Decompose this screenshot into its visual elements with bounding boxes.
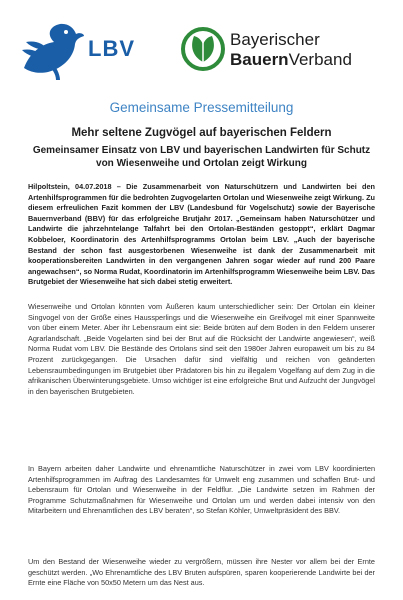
- bbv-leaf-circle-icon: [180, 26, 226, 72]
- bbv-wordmark-line2: [230, 50, 352, 70]
- body-paragraph: Wiesenweihe und Ortolan könnten vom Äußeren kaum unterschiedlicher sein: Der Ortolan ein kleiner Singvogel von der Größe eines Haussperlings und die Wiesenweihe ein Greifvogel mit einer Spannweite von über einem Meter. Aber ihr Lebensraum eint sie: Beide brüten auf dem Boden in den Feldern unserer Agrarlandschaft. „Beide Vogelarten sind bei der Brut auf die Rücksicht der Landwirte angewiesen“, weiß Norma Rudat vom LBV. Die Bestände des Ortolans sind seit den 1980er Jahren europaweit um bis zu 84 Prozent zurückgegangen. Die Ursachen dafür sind vielfältig und reichen von geänderten Lebensraumbedingungen im Brutgebiet über Prädatoren bis hin zu illegalem Vogelfang auf dem Zug in die afrikanischen Überwinterungsgebiete. Umso wichtiger ist eine erfolgreiche Brut und Aufzucht der Jungvögel in den bayerischen Brutgebieten.: [28, 302, 375, 396]
- bbv-logo: [180, 26, 390, 82]
- press-release-label: Gemeinsame Pressemitteilung: [109, 100, 294, 115]
- logo-header: [0, 22, 403, 92]
- subheadline: Gemeinsamer Einsatz von LBV und bayerischen Landwirten für Schutz von Wiesenweihe und Ortolan zeigt Wirkung: [32, 145, 371, 169]
- body-paragraph: In Bayern arbeiten daher Landwirte und ehrenamtliche Naturschützer in zwei vom LBV koordinierten Artenhilfsprogrammen im Auftrag des Landesamtes für Umwelt eng zusammen und schaffen Brut- und Lebensraum für Ortolan und Wiesenweihe in der Feldflur. „Die Landwirte setzen im Rahmen der Programme Schutzmaßnahmen für Wiesenweihe und Ortolan um und werden dabei intensiv von den Mitarbeitern und Ehrenamtlichen des LBV beraten“, so Stefan Köhler, Umweltpräsident des BBV.: [28, 464, 375, 516]
- body-paragraph: Um den Bestand der Wiesenweihe wieder zu vergrößern, müssen ihre Nester vor allem bei der Ernte geschützt werden. „Wo Ehrenamtliche des LBV Bruten aufspüren, sparen kooperierende Landwirte bei der Ernte eine Fläche von 50x50 Metern um das Nest aus.: [28, 557, 375, 588]
- lbv-wordmark: LBV: [88, 36, 135, 61]
- headline: Mehr seltene Zugvögel auf bayerischen Feldern: [71, 127, 332, 139]
- lead-paragraph: Hilpoltstein, 04.07.2018 – Die Zusammenarbeit von Naturschützern und Landwirten bei den Artenhilfsprogrammen für die bedrohten Zugvogelarten Ortolan und Wiesenweihe zeigt Wirkung. Zu diesem erfreulichen Fazit kommen der LBV (Landesbund für Vogelschutz) sowie der Bayerische Bauernverband (BBV) für das erfolgreiche Brutjahr 2017. „Gemeinsam haben Naturschützer und Landwirte die jahrzehntelange Talfahrt bei den Ortolan-Beständen gestoppt“, erklärt Dagmar Kobbeloer, Koordinatorin des Artenhilfsprogramms Ortolan beim LBV. „Auch der bayerische Bestand der schon fast ausgestorbenen Wiesenweihe ist dank der Zusammenarbeit mit kooperationsbereiten Landwirten in den vergangenen Jahren sogar wieder auf rund 200 Paare angewachsen“, so Norma Rudat, Koordinatorin im Artenhilfsprogramm Wiesenweihe beim LBV. Das Brutgebiet der Wiesenweihe hat sich dabei stetig erweitert.: [28, 182, 375, 287]
- bbv-wordmark-bold: Bauern: [230, 50, 289, 69]
- bbv-wordmark-line1: Bayerischer: [230, 30, 320, 49]
- lbv-logo: [20, 22, 150, 82]
- bbv-wordmark-rest: Verband: [288, 50, 352, 69]
- lbv-bird-icon: [20, 22, 86, 82]
